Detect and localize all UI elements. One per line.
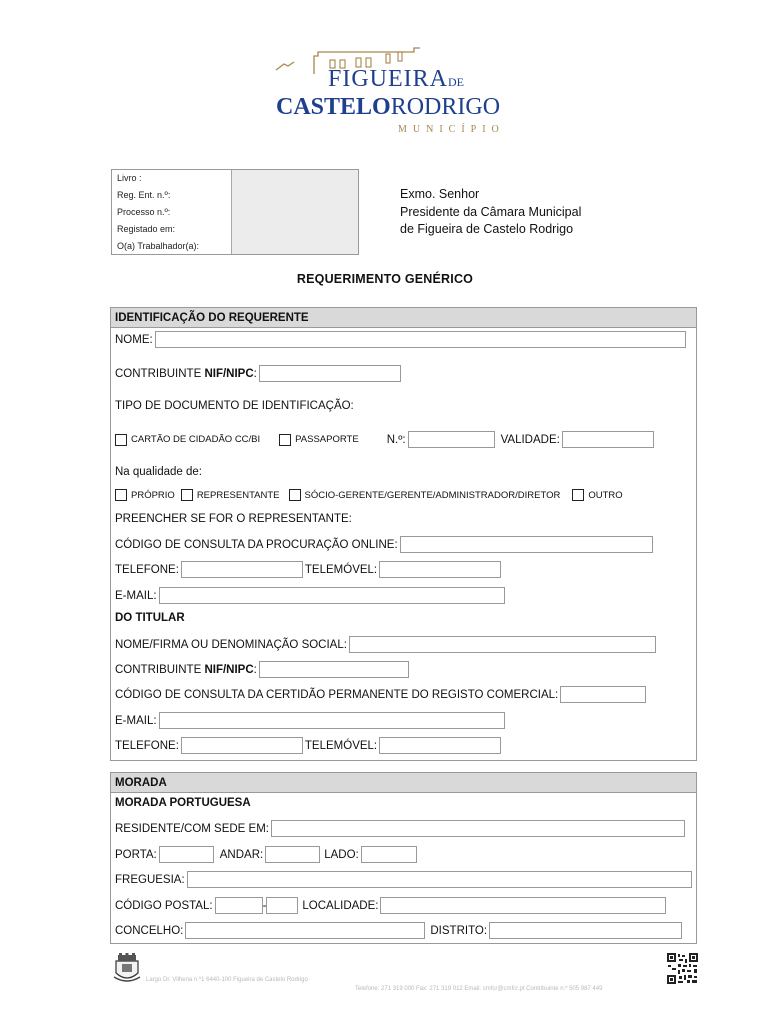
section-morada-header: MORADA: [111, 773, 696, 793]
outro-label: OUTRO: [588, 489, 623, 501]
nome-firma-field[interactable]: [349, 636, 656, 653]
row-nome: [115, 331, 686, 348]
telefone-label: TELEFONE:: [115, 563, 179, 576]
cartao-cidadao-checkbox[interactable]: [115, 434, 127, 446]
contribuinte-titular-label: CONTRIBUINTE NIF/NIPC:: [115, 663, 257, 676]
row-codigo-certidao: [115, 686, 646, 703]
numero-documento-field[interactable]: [408, 431, 495, 448]
email-titular-label: E-MAIL:: [115, 714, 157, 727]
contribuinte-nif-field[interactable]: [259, 365, 401, 382]
qualidade-label: Na qualidade de:: [115, 466, 202, 478]
recipient-address: [400, 186, 581, 239]
concelho-field[interactable]: [185, 922, 425, 939]
telemovel-titular-field[interactable]: [379, 737, 501, 754]
representante-label: REPRESENTANTE: [196, 489, 280, 501]
email-titular-field[interactable]: [159, 712, 505, 729]
qr-code-icon: [667, 953, 698, 984]
telefone-titular-field[interactable]: [181, 737, 303, 754]
passaporte-checkbox[interactable]: [279, 434, 291, 446]
validade-field[interactable]: [562, 431, 654, 448]
address-line-3: de Figueira de Castelo Rodrigo: [400, 222, 574, 236]
registry-registado-label: Registado em:: [117, 224, 176, 234]
row-concelho-distrito: [115, 922, 682, 939]
socio-gerente-label: SÓCIO-GERENTE/GERENTE/ADMINISTRADOR/DIRETOR: [304, 489, 561, 501]
distrito-label: DISTRITO:: [430, 924, 488, 937]
registry-processo-label: Processo n.º:: [117, 207, 171, 217]
row-porta-andar-lado: [115, 846, 417, 863]
representante-checkbox[interactable]: [181, 489, 193, 501]
municipal-logo: [270, 44, 540, 139]
do-titular-heading: DO TITULAR: [115, 612, 185, 624]
passaporte-label: PASSAPORTE: [295, 434, 359, 445]
codigo-certidao-label: CÓDIGO DE CONSULTA DA CERTIDÃO PERMANENTE DO REGISTO COMERCIAL:: [115, 688, 559, 701]
footer-address: Largo Dr. Vilhena n.º1 6440-100 Figueira de Castelo Rodrigo: [146, 977, 308, 983]
email-field[interactable]: [159, 587, 505, 604]
nome-field[interactable]: [155, 331, 686, 348]
andar-field[interactable]: [265, 846, 320, 863]
section-morada: [110, 772, 697, 944]
nome-firma-label: NOME/FIRMA OU DENOMINAÇÃO SOCIAL:: [115, 638, 347, 651]
codigo-postal-field-2[interactable]: [266, 897, 298, 914]
address-line-1: Exmo. Senhor: [400, 187, 480, 201]
cartao-cidadao-label: CARTÃO DE CIDADÃO CC/BI: [131, 434, 261, 445]
localidade-field[interactable]: [380, 897, 666, 914]
row-residente: [115, 820, 685, 837]
outro-checkbox[interactable]: [572, 489, 584, 501]
codigo-procuracao-field[interactable]: [400, 536, 653, 553]
porta-field[interactable]: [159, 846, 214, 863]
codigo-certidao-field[interactable]: [560, 686, 646, 703]
lado-label: LADO:: [324, 848, 359, 861]
morada-portuguesa-heading: MORADA PORTUGUESA: [115, 797, 251, 809]
distrito-field[interactable]: [489, 922, 682, 939]
numero-label: N.º:: [386, 433, 406, 446]
porta-label: PORTA:: [115, 848, 157, 861]
row-codigo-procuracao: [115, 536, 653, 553]
lado-field[interactable]: [361, 846, 417, 863]
row-freguesia: [115, 871, 692, 888]
nome-label: NOME:: [115, 333, 153, 346]
localidade-label: LOCALIDADE:: [302, 899, 379, 912]
logo-municipio: MUNICÍPIO: [398, 124, 505, 135]
codigo-postal-separator: -: [262, 899, 267, 912]
residente-label: RESIDENTE/COM SEDE EM:: [115, 822, 269, 835]
codigo-postal-label: CÓDIGO POSTAL:: [115, 899, 213, 912]
document-title: REQUERIMENTO GENÉRICO: [296, 272, 474, 286]
proprio-checkbox[interactable]: [115, 489, 127, 501]
freguesia-field[interactable]: [187, 871, 692, 888]
telefone-field[interactable]: [181, 561, 303, 578]
row-telefone-titular: [115, 737, 501, 754]
validade-label: VALIDADE:: [500, 433, 560, 446]
tipo-documento-label: TIPO DE DOCUMENTO DE IDENTIFICAÇÃO:: [115, 400, 354, 412]
telemovel-titular-label: TELEMÓVEL:: [304, 739, 378, 752]
row-email: [115, 587, 505, 604]
concelho-label: CONCELHO:: [115, 924, 184, 937]
municipal-crest-icon: [110, 951, 144, 985]
footer-contact: Telefone: 271 319 000 Fax: 271 319 012 Email: cmfcr@cmfcr.pt Contribuinte n.º 505 987 449: [355, 986, 603, 992]
contribuinte-titular-field[interactable]: [259, 661, 409, 678]
telemovel-label: TELEMÓVEL:: [304, 563, 378, 576]
andar-label: ANDAR:: [219, 848, 264, 861]
row-telefone: [115, 561, 501, 578]
freguesia-label: FREGUESIA:: [115, 873, 185, 886]
telemovel-field[interactable]: [379, 561, 501, 578]
preencher-representante-label: PREENCHER SE FOR O REPRESENTANTE:: [115, 513, 352, 525]
registry-fill-area[interactable]: [232, 170, 358, 254]
address-line-2: Presidente da Câmara Municipal: [400, 204, 582, 219]
registry-livro-label: Livro :: [117, 173, 142, 183]
row-nome-firma: [115, 636, 656, 653]
registry-reg-ent-label: Reg. Ent. n.º:: [117, 190, 171, 200]
row-email-titular: [115, 712, 505, 729]
section-identificacao: [110, 307, 697, 761]
section-identificacao-header: IDENTIFICAÇÃO DO REQUERENTE: [111, 308, 696, 328]
residente-field[interactable]: [271, 820, 685, 837]
row-documento: [115, 431, 654, 448]
logo-figueira: FIGUEIRADE: [328, 66, 464, 92]
row-codigo-postal: [115, 897, 666, 914]
telefone-titular-label: TELEFONE:: [115, 739, 179, 752]
codigo-procuracao-label: CÓDIGO DE CONSULTA DA PROCURAÇÃO ONLINE:: [115, 538, 398, 551]
row-contribuinte: [115, 365, 401, 382]
registry-trabalhador-label: O(a) Trabalhador(a):: [117, 241, 200, 251]
contribuinte-label: CONTRIBUINTE NIF/NIPC:: [115, 367, 257, 380]
registry-box: [111, 169, 359, 255]
logo-castelo-rodrigo: CASTELORODRIGO: [276, 94, 501, 120]
row-contribuinte-titular: [115, 661, 409, 678]
codigo-postal-field-1[interactable]: [215, 897, 263, 914]
row-qualidade: [115, 489, 623, 501]
proprio-label: PRÓPRIO: [131, 489, 175, 501]
email-label: E-MAIL:: [115, 589, 157, 602]
socio-gerente-checkbox[interactable]: [289, 489, 301, 501]
